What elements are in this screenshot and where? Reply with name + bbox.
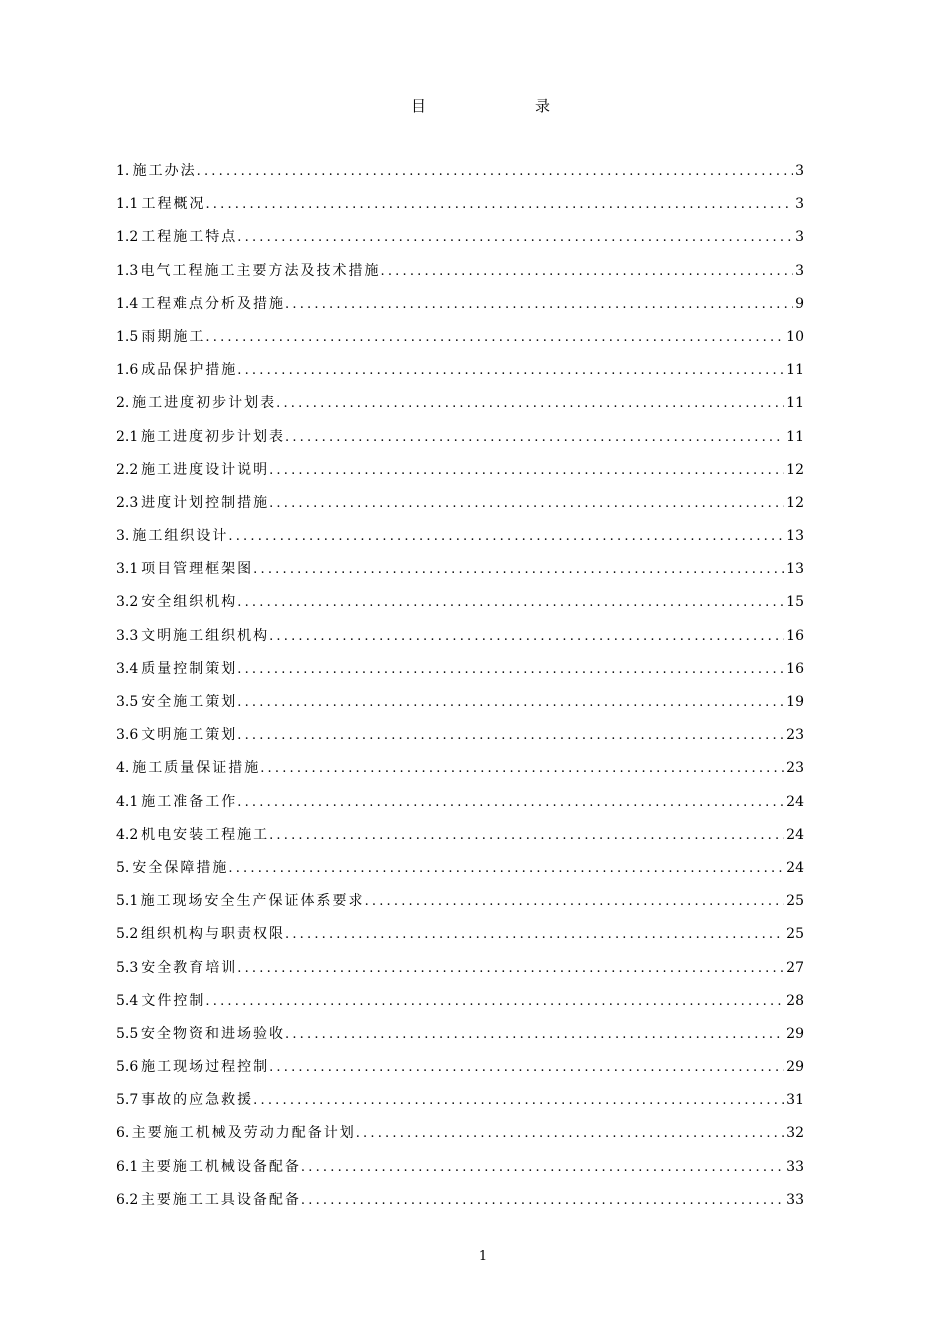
- toc-entry-page: 27: [786, 959, 804, 976]
- toc-entry[interactable]: [116, 226, 804, 259]
- toc-entry-number: 5.7: [116, 1092, 139, 1109]
- toc-entry-page: 9: [795, 295, 804, 312]
- toc-entry-number: 4.: [116, 760, 130, 777]
- toc-entry[interactable]: [116, 1156, 804, 1189]
- toc-entry-number: 3.: [116, 528, 130, 545]
- toc-entry-number: 5.1: [116, 893, 139, 910]
- page-footer: [0, 1248, 950, 1266]
- toc-entry-number: 6.2: [116, 1191, 139, 1208]
- toc-entry-title: 事故的应急救援: [141, 1092, 254, 1109]
- toc-entry-title: 工程概况: [141, 196, 206, 213]
- toc-leader-dots: [237, 659, 784, 681]
- toc-entry-number: 3.5: [116, 694, 139, 710]
- toc-entry-page: 15: [786, 594, 804, 611]
- toc-entry-page: 32: [786, 1125, 804, 1142]
- toc-entry[interactable]: [116, 591, 804, 624]
- toc-leader-dots: [237, 958, 784, 980]
- toc-entry-page: 3: [795, 262, 804, 279]
- toc-entry-title: 施工现场过程控制: [141, 1059, 270, 1076]
- toc-leader-dots: [197, 161, 793, 183]
- toc-entry-page: 28: [786, 992, 804, 1009]
- toc-entry-title: 安全施工策划: [141, 694, 238, 710]
- toc-entry-page: 3: [795, 196, 804, 213]
- toc-title: [0, 95, 950, 119]
- toc-entry-number: 5.: [116, 859, 130, 876]
- toc-entry-number: 3.6: [116, 727, 139, 744]
- toc-entry[interactable]: [116, 525, 804, 558]
- toc-entry[interactable]: [116, 1023, 804, 1056]
- toc-entry-page: 10: [786, 328, 804, 345]
- page-number: 1: [478, 1249, 488, 1264]
- toc-entry-title: 工程难点分析及措施: [141, 295, 286, 312]
- toc-entry-title: 电气工程施工主要方法及技术措施: [140, 262, 381, 279]
- toc-entry-title: 施工进度初步计划表: [132, 395, 277, 412]
- toc-entry-page: 23: [786, 727, 804, 744]
- toc-leader-dots: [301, 1190, 784, 1212]
- toc-entry-number: 1.5: [116, 328, 139, 345]
- toc-entry-number: 6.1: [116, 1158, 139, 1175]
- toc-entry-number: 3.1: [116, 561, 139, 578]
- toc-entry[interactable]: [116, 426, 804, 459]
- toc-leader-dots: [356, 1123, 784, 1145]
- toc-entry-number: 4.2: [116, 826, 139, 843]
- toc-leader-dots: [205, 991, 784, 1013]
- toc-entry-number: 2.: [116, 395, 130, 412]
- toc-leader-dots: [269, 1057, 784, 1079]
- toc-entry-title: 施工准备工作: [141, 793, 238, 810]
- toc-entry-title: 文明施工策划: [141, 727, 238, 744]
- toc-entry[interactable]: [116, 1189, 804, 1222]
- toc-entry-title: 组织机构与职责权限: [140, 926, 285, 943]
- toc-entry-page: 24: [786, 793, 804, 810]
- toc-entry[interactable]: [116, 326, 804, 359]
- toc-leader-dots: [269, 825, 784, 847]
- toc-leader-dots: [237, 792, 784, 814]
- toc-entry-title: 成品保护措施: [141, 362, 238, 379]
- toc-entry-page: 25: [786, 893, 804, 910]
- toc-leader-dots: [253, 1090, 784, 1112]
- toc-leader-dots: [205, 327, 784, 349]
- toc-leader-dots: [228, 858, 784, 880]
- toc-entry[interactable]: [116, 757, 804, 790]
- toc-entry-number: 1.: [116, 163, 130, 179]
- toc-leader-dots: [205, 194, 793, 216]
- toc-entry[interactable]: [116, 791, 804, 824]
- toc-entry-page: 29: [786, 1059, 804, 1076]
- toc-entry-page: 11: [786, 395, 804, 412]
- toc-leader-dots: [285, 1024, 784, 1046]
- toc-entry[interactable]: [116, 658, 804, 691]
- toc-leader-dots: [285, 427, 784, 449]
- toc-entry-page: 13: [786, 561, 804, 578]
- toc-entry-title: 工程施工特点: [141, 229, 238, 246]
- toc-entry[interactable]: [116, 691, 804, 724]
- toc-entry-title: 主要施工机械设备配备: [140, 1158, 301, 1175]
- toc-entry-number: 5.2: [116, 926, 139, 943]
- toc-entry-number: 3.3: [116, 627, 139, 644]
- toc-title-char-2: 录: [535, 97, 551, 115]
- toc-entry[interactable]: [116, 625, 804, 658]
- toc-entry-number: 1.4: [116, 295, 139, 312]
- toc-entry[interactable]: [116, 857, 804, 890]
- toc-entry-title: 安全物资和进场验收: [140, 1025, 285, 1042]
- toc-entry-page: 3: [795, 229, 804, 246]
- toc-entry-page: 12: [786, 494, 804, 511]
- toc-leader-dots: [269, 493, 784, 515]
- toc-entry[interactable]: [116, 359, 804, 392]
- toc-leader-dots: [237, 692, 784, 714]
- toc-entry-page: 16: [786, 627, 804, 644]
- toc-entry-title: 雨期施工: [141, 328, 206, 345]
- toc-leader-dots: [237, 725, 784, 747]
- toc-leader-dots: [237, 360, 784, 382]
- toc-entry-title: 文明施工组织机构: [141, 627, 270, 644]
- toc-entry-number: 2.1: [116, 428, 139, 445]
- toc-leader-dots: [253, 559, 784, 581]
- toc-entry-page: 16: [786, 660, 804, 677]
- toc-entry-page: 33: [786, 1191, 804, 1208]
- toc-leader-dots: [381, 261, 794, 283]
- toc-entry[interactable]: [116, 1122, 804, 1155]
- toc-entry-title: 施工办法: [132, 163, 197, 179]
- toc-entry[interactable]: [116, 558, 804, 591]
- toc-entry[interactable]: [116, 724, 804, 757]
- toc-entry-number: 1.2: [116, 229, 139, 246]
- toc-entry-title: 主要施工机械及劳动力配备计划: [131, 1125, 356, 1142]
- toc-leader-dots: [237, 592, 784, 614]
- toc-entry-title: 施工现场安全生产保证体系要求: [140, 893, 365, 910]
- toc-entry-page: 12: [786, 461, 804, 478]
- toc-leader-dots: [260, 758, 784, 780]
- toc-entry[interactable]: [116, 193, 804, 226]
- toc-entry[interactable]: [116, 260, 804, 293]
- toc-entry-title: 施工质量保证措施: [132, 760, 261, 777]
- toc-entry-title: 主要施工工具设备配备: [140, 1191, 301, 1208]
- toc-entry-title: 质量控制策划: [141, 660, 238, 677]
- toc-leader-dots: [285, 924, 784, 946]
- toc-entry[interactable]: [116, 392, 804, 425]
- toc-leader-dots: [276, 393, 784, 415]
- toc-entry-page: 29: [786, 1025, 804, 1042]
- toc-entry-page: 11: [786, 362, 804, 379]
- toc-entry-title: 安全组织机构: [141, 594, 238, 611]
- toc-entry[interactable]: [116, 957, 804, 990]
- toc-entry-title: 机电安装工程施工: [141, 826, 270, 843]
- toc-entry[interactable]: [116, 824, 804, 857]
- toc-entry[interactable]: [116, 990, 804, 1023]
- toc-entry-title: 进度计划控制措施: [141, 494, 270, 511]
- toc-leader-dots: [237, 227, 793, 249]
- toc-title-char-1: 目: [411, 97, 427, 115]
- toc-entry-page: 23: [786, 760, 804, 777]
- toc-leader-dots: [269, 626, 784, 648]
- toc-entry-page: 13: [786, 528, 804, 545]
- toc-entry-page: 33: [786, 1158, 804, 1175]
- toc-leader-dots: [365, 891, 785, 913]
- toc-entry-title: 施工组织设计: [132, 528, 229, 545]
- toc-entry[interactable]: [116, 293, 804, 326]
- toc-entry-title: 施工进度初步计划表: [140, 428, 285, 445]
- toc-entry-number: 6.: [116, 1125, 130, 1142]
- toc-entry-page: 11: [786, 428, 804, 445]
- toc-entry-page: 3: [795, 163, 804, 179]
- toc-entry[interactable]: [116, 492, 804, 525]
- toc-entry-number: 1.6: [116, 362, 139, 379]
- toc-entry-number: 5.4: [116, 992, 139, 1009]
- toc-entry-number: 5.3: [116, 959, 139, 976]
- toc-entry-page: 24: [786, 826, 804, 843]
- toc-leader-dots: [269, 460, 784, 482]
- table-of-contents: [116, 160, 804, 1222]
- toc-entry[interactable]: [116, 1056, 804, 1089]
- toc-entry-page: 25: [786, 926, 804, 943]
- toc-entry-number: 1.3: [116, 262, 139, 279]
- toc-entry[interactable]: [116, 890, 804, 923]
- toc-entry[interactable]: [116, 459, 804, 492]
- toc-entry-number: 3.4: [116, 660, 139, 677]
- toc-entry[interactable]: [116, 1089, 804, 1122]
- toc-entry-title: 安全保障措施: [132, 859, 229, 876]
- toc-entry-page: 19: [786, 694, 804, 710]
- toc-entry[interactable]: [116, 923, 804, 956]
- toc-entry-title: 施工进度设计说明: [141, 461, 270, 478]
- toc-entry-number: 2.3: [116, 494, 139, 511]
- toc-entry-number: 3.2: [116, 594, 139, 611]
- toc-entry-title: 项目管理框架图: [141, 561, 254, 578]
- toc-entry-page: 24: [786, 859, 804, 876]
- toc-entry-number: 5.5: [116, 1025, 139, 1042]
- toc-entry[interactable]: [116, 160, 804, 193]
- toc-entry-number: 2.2: [116, 461, 139, 478]
- toc-leader-dots: [228, 526, 784, 548]
- toc-entry-title: 文件控制: [141, 992, 206, 1009]
- toc-leader-dots: [285, 294, 793, 316]
- toc-entry-title: 安全教育培训: [141, 959, 238, 976]
- toc-entry-page: 31: [786, 1092, 804, 1109]
- toc-entry-number: 4.1: [116, 793, 139, 810]
- toc-leader-dots: [301, 1157, 784, 1179]
- toc-entry-number: 5.6: [116, 1059, 139, 1076]
- toc-entry-number: 1.1: [116, 196, 139, 213]
